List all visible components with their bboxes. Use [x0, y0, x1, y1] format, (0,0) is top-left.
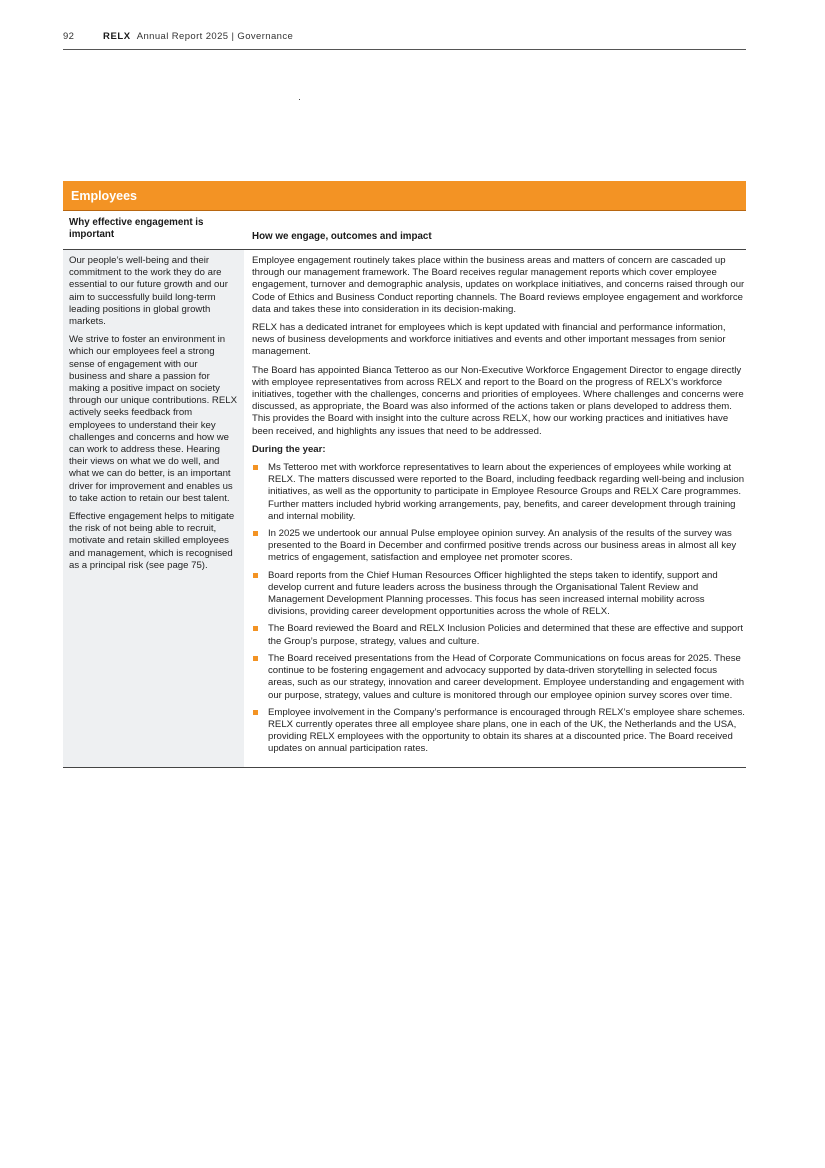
- bullet-item: Employee involvement in the Company’s performance is encouraged through RELX’s employee share schemes. RELX currently operates three all employee share plans, one in each of the UK, the Netherlands and the USA, providing RELX employees with the opportunity to obtain its shares at a discounted price. The Board received updates on annual participation rates.: [252, 707, 746, 756]
- bullet-item: Board reports from the Chief Human Resources Officer highlighted the steps taken to identify, support and develop current and future leaders across the business through the Organisational Talent Review and Management Development Planning processes. This focus has seen increased internal mobility across divisions, providing career development opportunities across the whole of RELX.: [252, 570, 746, 619]
- panel-title: Employees: [63, 181, 746, 211]
- during-year-label: During the year:: [252, 443, 326, 455]
- column-headings: [63, 211, 746, 250]
- col2-heading: How we engage, outcomes and impact: [252, 231, 432, 242]
- right-paragraph: RELX has a dedicated intranet for employees which is kept updated with financial and performance information, news of business developments and workforce initiatives and events and other important messages from senior management.: [252, 322, 726, 358]
- section-title: Annual Report 2025 | Governance: [136, 31, 294, 42]
- panel-body: [63, 250, 746, 768]
- brand-name: RELX: [103, 31, 131, 42]
- right-paragraph: Employee engagement routinely takes place within the business areas and matters of concern are cascaded up through our management framework. The Board receives regular management reports which cover employee engagement, turnover and demographic analysis, updates on workplace initiatives, and concerns raised through our Code of Ethics and Business Conduct reporting channels. The Board reviews employee engagement and workforce data and takes these into consideration in its decision-making.: [252, 255, 745, 315]
- page-number: 92: [63, 31, 75, 42]
- left-column: [63, 250, 244, 767]
- left-paragraph: Our people’s well-being and their commitment to the work they do are essential to our future growth and our aim to successfully build long-term leading positions in global growth markets.: [69, 255, 228, 328]
- stray-dot: [299, 99, 300, 100]
- bullet-list: [252, 462, 746, 755]
- bullet-item: The Board reviewed the Board and RELX Inclusion Policies and determined that these are effective and support the Group’s purpose, strategy, values and culture.: [252, 623, 746, 647]
- page-header: [63, 31, 746, 50]
- bullet-item: The Board received presentations from the Head of Corporate Communications on focus areas for 2025. These continue to be fostering engagement and advocacy supported by data-driven storytelling in selected focus areas, such as our strategy, innovation and career development. Employee understanding and engagement with our purpose, strategy, values and culture is monitored through our employee opinion survey scores over time.: [252, 653, 746, 702]
- right-paragraph: The Board has appointed Bianca Tetteroo as our Non-Executive Workforce Engagement Director to engage directly with employee representatives from across RELX and report to the Board on the progress of RELX’s workforce initiatives, together with the challenges, concerns and priorities of employees. Where challenges and concerns were discussed, as appropriate, the Board was also informed of the actions taken or plans developed to address them. This provides the Board with insight into the culture across RELX, how our working practices and initiatives have been received, and highlights any issues that need to be addressed.: [252, 364, 744, 437]
- left-paragraph: We strive to foster an environment in which our employees feel a strong sense of engagement with our business and share a passion for making a positive impact on society through our unique contributions. RELX actively seeks feedback from employees to understand their key challenges and concerns and how we can work to address these. Hearing their views on what we do well, and what we can do better, is an important driver for improvement and enables us to take action to retain our best talent.: [69, 334, 237, 504]
- right-column: [244, 250, 746, 767]
- col1-heading: Why effective engagement is important: [69, 217, 204, 240]
- bullet-item: Ms Tetteroo met with workforce representatives to learn about the experiences of employees while working at RELX. The matters discussed were reported to the Board, including feedback regarding well-being and inclusion initiatives, as well as the opportunity to participate in Employee Resource Groups and RELX Care programmes. Further matters included hybrid working arrangements, pay, benefits, and career development through training and internal mobility.: [252, 462, 746, 523]
- employees-panel: [63, 181, 746, 768]
- left-paragraph: Effective engagement helps to mitigate the risk of not being able to recruit, motivate and retain skilled employees and management, which is recognised as a principal risk (see page 75).: [69, 511, 235, 571]
- bullet-item: In 2025 we undertook our annual Pulse employee opinion survey. An analysis of the results of the survey was presented to the Board in December and confirmed positive trends across our business areas in almost all key metrics of engagement, satisfaction and employee net promoter scores.: [252, 528, 746, 565]
